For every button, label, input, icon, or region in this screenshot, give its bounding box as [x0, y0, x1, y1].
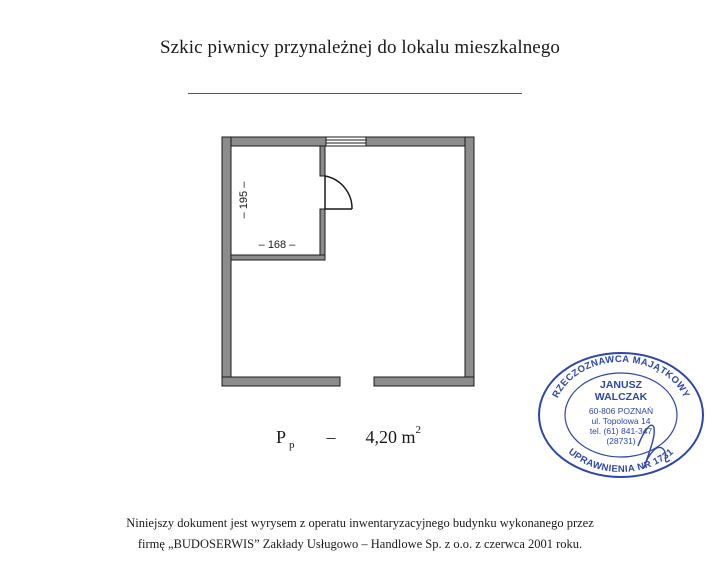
stamp-ring-bottom: UPRAWNIENIA NR 1731 — [566, 446, 676, 476]
area-dash: – — [326, 427, 336, 447]
wall-top-left — [222, 137, 326, 146]
wall-left — [222, 137, 231, 386]
stamp-address-line: 60-806 POZNAŃ — [588, 406, 654, 416]
partition-horizontal — [231, 255, 325, 260]
stamp-ring-top: RZECZOZNAWCA MAJĄTKOWY — [550, 353, 692, 400]
wall-bottom-left — [222, 377, 340, 386]
footer-line: firmę „BUDOSERWIS” Zakłady Usługowo – Handlowe Sp. z o.o. z czerwca 2001 roku. — [137, 537, 583, 551]
stamp-address-line: ul. Topolowa 14 — [591, 416, 651, 426]
area-subscript: p — [289, 439, 295, 451]
area-symbol: P — [276, 427, 287, 447]
area-unit-power: 2 — [415, 424, 422, 436]
dimension-vertical: – 195 – — [238, 181, 250, 219]
door — [325, 176, 352, 209]
page-title: Szkic piwnicy przynależnej do lokalu mieszkalnego — [159, 37, 561, 58]
window — [326, 137, 366, 146]
footer-line: Niniejszy dokument jest wyrysem z operatu inwentaryzacyjnego budynku wykonanego przez — [126, 516, 594, 530]
footer-note — [0, 513, 720, 555]
stamp-name-last: WALCZAK — [594, 391, 648, 403]
area-value: 4,20 m — [365, 427, 416, 447]
wall-right — [465, 137, 474, 386]
area-formula — [276, 424, 422, 451]
stamp-name-first: JANUSZ — [599, 379, 643, 391]
wall-bottom-right — [374, 377, 474, 386]
appraiser-stamp — [536, 350, 706, 480]
stamp-address-line: tel. (61) 841-347 — [589, 426, 653, 436]
dimension-horizontal: – 168 – — [258, 239, 296, 251]
partition-vertical-upper — [320, 146, 325, 176]
stamp-address-line: (28731) — [606, 436, 636, 446]
partition-vertical-lower — [320, 209, 325, 259]
wall-top-right — [366, 137, 474, 146]
